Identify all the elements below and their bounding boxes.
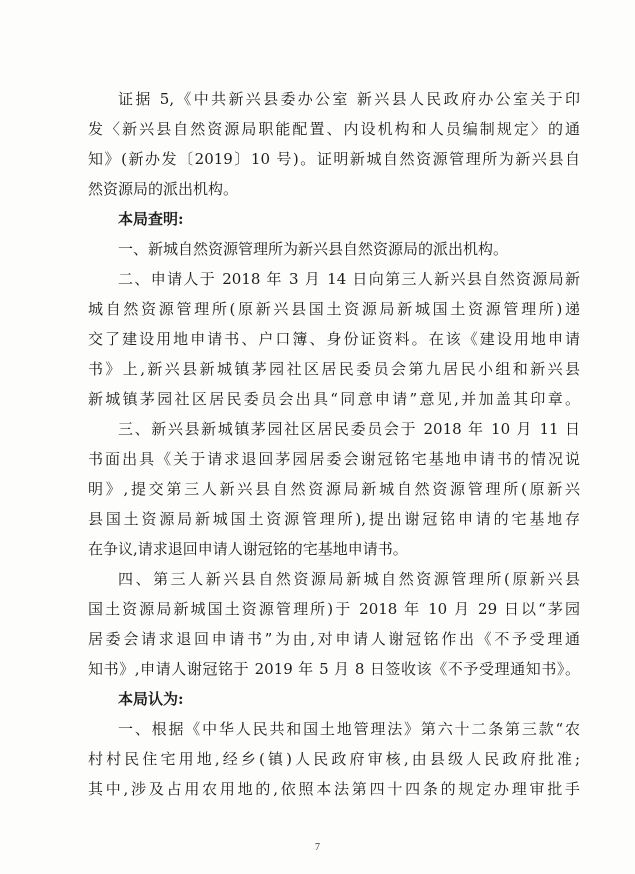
text-line: 三、新兴县新城镇茅园社区居民委员会于 2018 年 10 月 11 日 xyxy=(118,420,580,438)
text-line: 书面出具《关于请求退回茅园居委会谢冠铭宅基地申请书的情况说 xyxy=(88,450,580,468)
paragraph-evidence-5 xyxy=(88,84,580,204)
page-number: 7 xyxy=(315,842,320,853)
section-heading-findings: 本局查明: xyxy=(118,210,184,228)
paragraph-finding-4 xyxy=(88,564,580,684)
text-line: 居委会请求退回申请书”为由,对申请人谢冠铭作出《不予受理通 xyxy=(88,630,580,648)
paragraph-finding-3 xyxy=(88,414,580,564)
text-line: 明》,提交第三人新兴县自然资源局新城自然资源管理所(原新兴 xyxy=(88,480,580,498)
text-line: 新城镇茅园社区居民委员会出具“同意申请”意见,并加盖其印章。 xyxy=(88,390,580,408)
section-heading-opinion: 本局认为: xyxy=(118,690,184,708)
text-line: 知》(新办发〔2019〕10 号)。证明新城自然资源管理所为新兴县自 xyxy=(88,150,580,168)
text-line: 二、申请人于 2018 年 3 月 14 日向第三人新兴县自然资源局新 xyxy=(118,270,580,288)
document-body xyxy=(88,84,580,804)
text-line: 县国土资源局新城国土资源管理所),提出谢冠铭申请的宅基地存 xyxy=(88,510,580,528)
paragraph-finding-2 xyxy=(88,264,580,414)
paragraph-opinion-1 xyxy=(88,714,580,804)
text-line: 书》上,新兴县新城镇茅园社区居民委员会第九居民小组和新兴县 xyxy=(88,360,580,378)
text-line: 一、根据《中华人民共和国土地管理法》第六十二条第三款“农 xyxy=(118,720,580,738)
paragraph-finding-1 xyxy=(88,234,580,264)
text-line: 四、第三人新兴县自然资源局新城自然资源管理所(原新兴县 xyxy=(118,570,580,588)
text-line: 一、新城自然资源管理所为新兴县自然资源局的派出机构。 xyxy=(118,240,509,258)
text-line: 然资源局的派出机构。 xyxy=(88,180,239,198)
text-line: 交了建设用地申请书、户口簿、身份证资料。在该《建设用地申请 xyxy=(88,330,580,348)
text-line: 国土资源局新城国土资源管理所)于 2018 年 10 月 29 日以“茅园 xyxy=(88,600,580,618)
text-line: 村村民住宅用地,经乡(镇)人民政府审核,由县级人民政府批准; xyxy=(88,750,580,768)
text-line: 证据 5,《中共新兴县委办公室 新兴县人民政府办公室关于印 xyxy=(118,90,580,108)
text-line: 发〈新兴县自然资源局职能配置、内设机构和人员编制规定〉的通 xyxy=(88,120,580,138)
text-line: 在争议,请求退回申请人谢冠铭的宅基地申请书。 xyxy=(88,540,408,558)
text-line: 其中,涉及占用农用地的,依照本法第四十四条的规定办理审批手 xyxy=(88,780,580,798)
text-line: 知书》,申请人谢冠铭于 2019 年 5 月 8 日签收该《不予受理通知书》。 xyxy=(88,660,580,678)
text-line: 城自然资源管理所(原新兴县国土资源局新城国土资源管理所)递 xyxy=(88,300,580,318)
